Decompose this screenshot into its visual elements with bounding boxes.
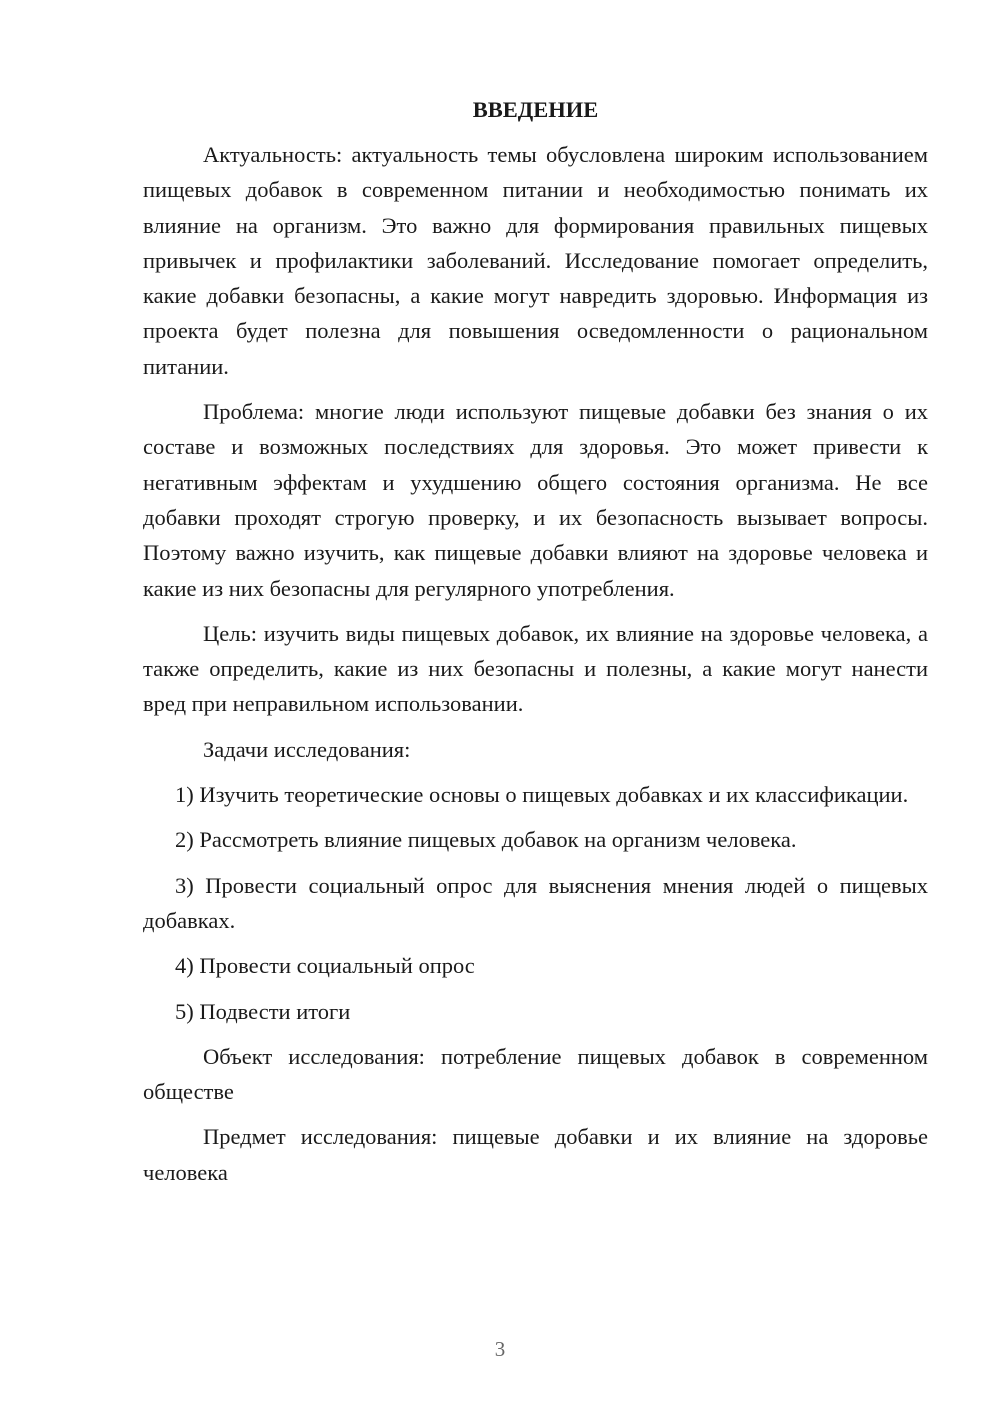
paragraph-object: Объект исследования: потребление пищевых добавок в современном обществе <box>143 1043 928 1105</box>
list-item: 3) Провести социальный опрос для выяснения мнения людей о пищевых добавках. <box>143 872 928 933</box>
paragraph-goal: Цель: изучить виды пищевых добавок, их влияние на здоровье человека, а также определить, какие из них безопасны и полезны, а какие могут нанести вред при неправильном использовании. <box>143 620 928 717</box>
page-content <box>143 92 928 1190</box>
paragraph-problem: Проблема: многие люди используют пищевые добавки без знания о их составе и возможных последствиях для здоровья. Это может привести к негативным эффектам и ухудшению общего состояния организма. Не все добавки проходят строгую проверку, и их безопасность вызывает вопросы. Поэтому важно изучить, как пищевые добавки влияют на здоровье человека и какие из них безопасны для регулярного употребления. <box>143 399 928 601</box>
page-number: 3 <box>494 1337 506 1361</box>
list-item: 4) Провести социальный опрос <box>175 953 475 979</box>
paragraph-subject: Предмет исследования: пищевые добавки и их влияние на здоровье человека <box>143 1124 928 1185</box>
list-item: 1) Изучить теоретические основы о пищевых добавках и их классификации. <box>175 782 909 808</box>
list-item: 5) Подвести итоги <box>175 998 351 1024</box>
paragraph-relevance: Актуальность: актуальность темы обусловлена широким использованием пищевых добавок в современном питании и необходимостью понимать их влияние на организм. Это важно для формирования правильных пищевых привычек и профилактики заболеваний. Исследование помогает определить, какие добавки безопасны, а какие могут навредить здоровью. Информация из проекта будет полезна для повышения осведомленности о рациональном питании. <box>143 142 928 379</box>
paragraph-tasks-heading: Задачи исследования: <box>203 736 411 762</box>
page-title: ВВЕДЕНИЕ <box>472 97 599 122</box>
list-item: 2) Рассмотреть влияние пищевых добавок на организм человека. <box>175 827 797 853</box>
